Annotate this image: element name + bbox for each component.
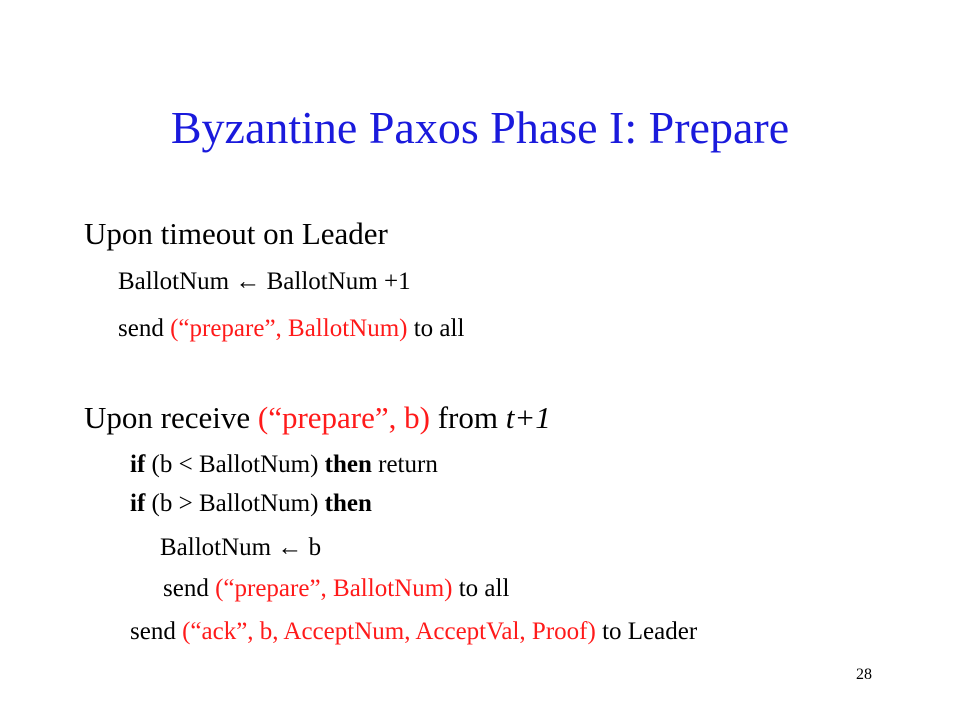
slide-title: Byzantine Paxos Phase I: Prepare	[170, 102, 790, 153]
to-leader-text: to Leader	[595, 618, 698, 645]
if-keyword: if	[130, 451, 146, 478]
receive-send-ack-line	[130, 616, 697, 648]
ballotnum-lhs: BallotNum	[160, 534, 278, 561]
prepare-message: (“prepare”, BallotNum)	[215, 575, 453, 602]
condition-greater: (b > BallotNum)	[145, 490, 325, 517]
send-keyword: send	[163, 575, 216, 602]
receive-if-less-line	[130, 449, 438, 481]
receive-heading-quorum: t+1	[505, 400, 551, 435]
left-arrow-icon: ←	[235, 268, 261, 295]
receive-heading	[84, 398, 551, 438]
leader-increment-line	[118, 266, 411, 298]
then-keyword: then	[324, 490, 372, 517]
receive-heading-from: from	[429, 400, 506, 435]
page-number: 28	[856, 666, 872, 683]
return-text: return	[371, 451, 438, 478]
leader-send-line	[118, 313, 464, 345]
receive-if-greater-line	[130, 488, 372, 520]
if-keyword: if	[130, 490, 146, 517]
b-rhs: b	[302, 534, 322, 561]
send-keyword: send	[118, 315, 171, 342]
to-all-text: to all	[452, 575, 510, 602]
send-keyword: send	[130, 618, 183, 645]
receive-heading-pre: Upon receive	[84, 400, 258, 435]
ballotnum-lhs: BallotNum	[118, 268, 236, 295]
ack-message: (“ack”, b, AcceptNum, AcceptVal, Proof)	[182, 618, 596, 645]
leader-heading: Upon timeout on Leader	[84, 216, 388, 251]
then-keyword: then	[324, 451, 372, 478]
receive-heading-message: (“prepare”, b)	[257, 400, 430, 435]
ballotnum-rhs: BallotNum +1	[260, 268, 411, 295]
to-all-text: to all	[407, 315, 465, 342]
receive-send-prepare-line	[163, 573, 509, 605]
condition-less: (b < BallotNum)	[145, 451, 325, 478]
prepare-message: (“prepare”, BallotNum)	[170, 315, 408, 342]
receive-assign-line	[160, 532, 321, 564]
left-arrow-icon: ←	[277, 534, 303, 561]
